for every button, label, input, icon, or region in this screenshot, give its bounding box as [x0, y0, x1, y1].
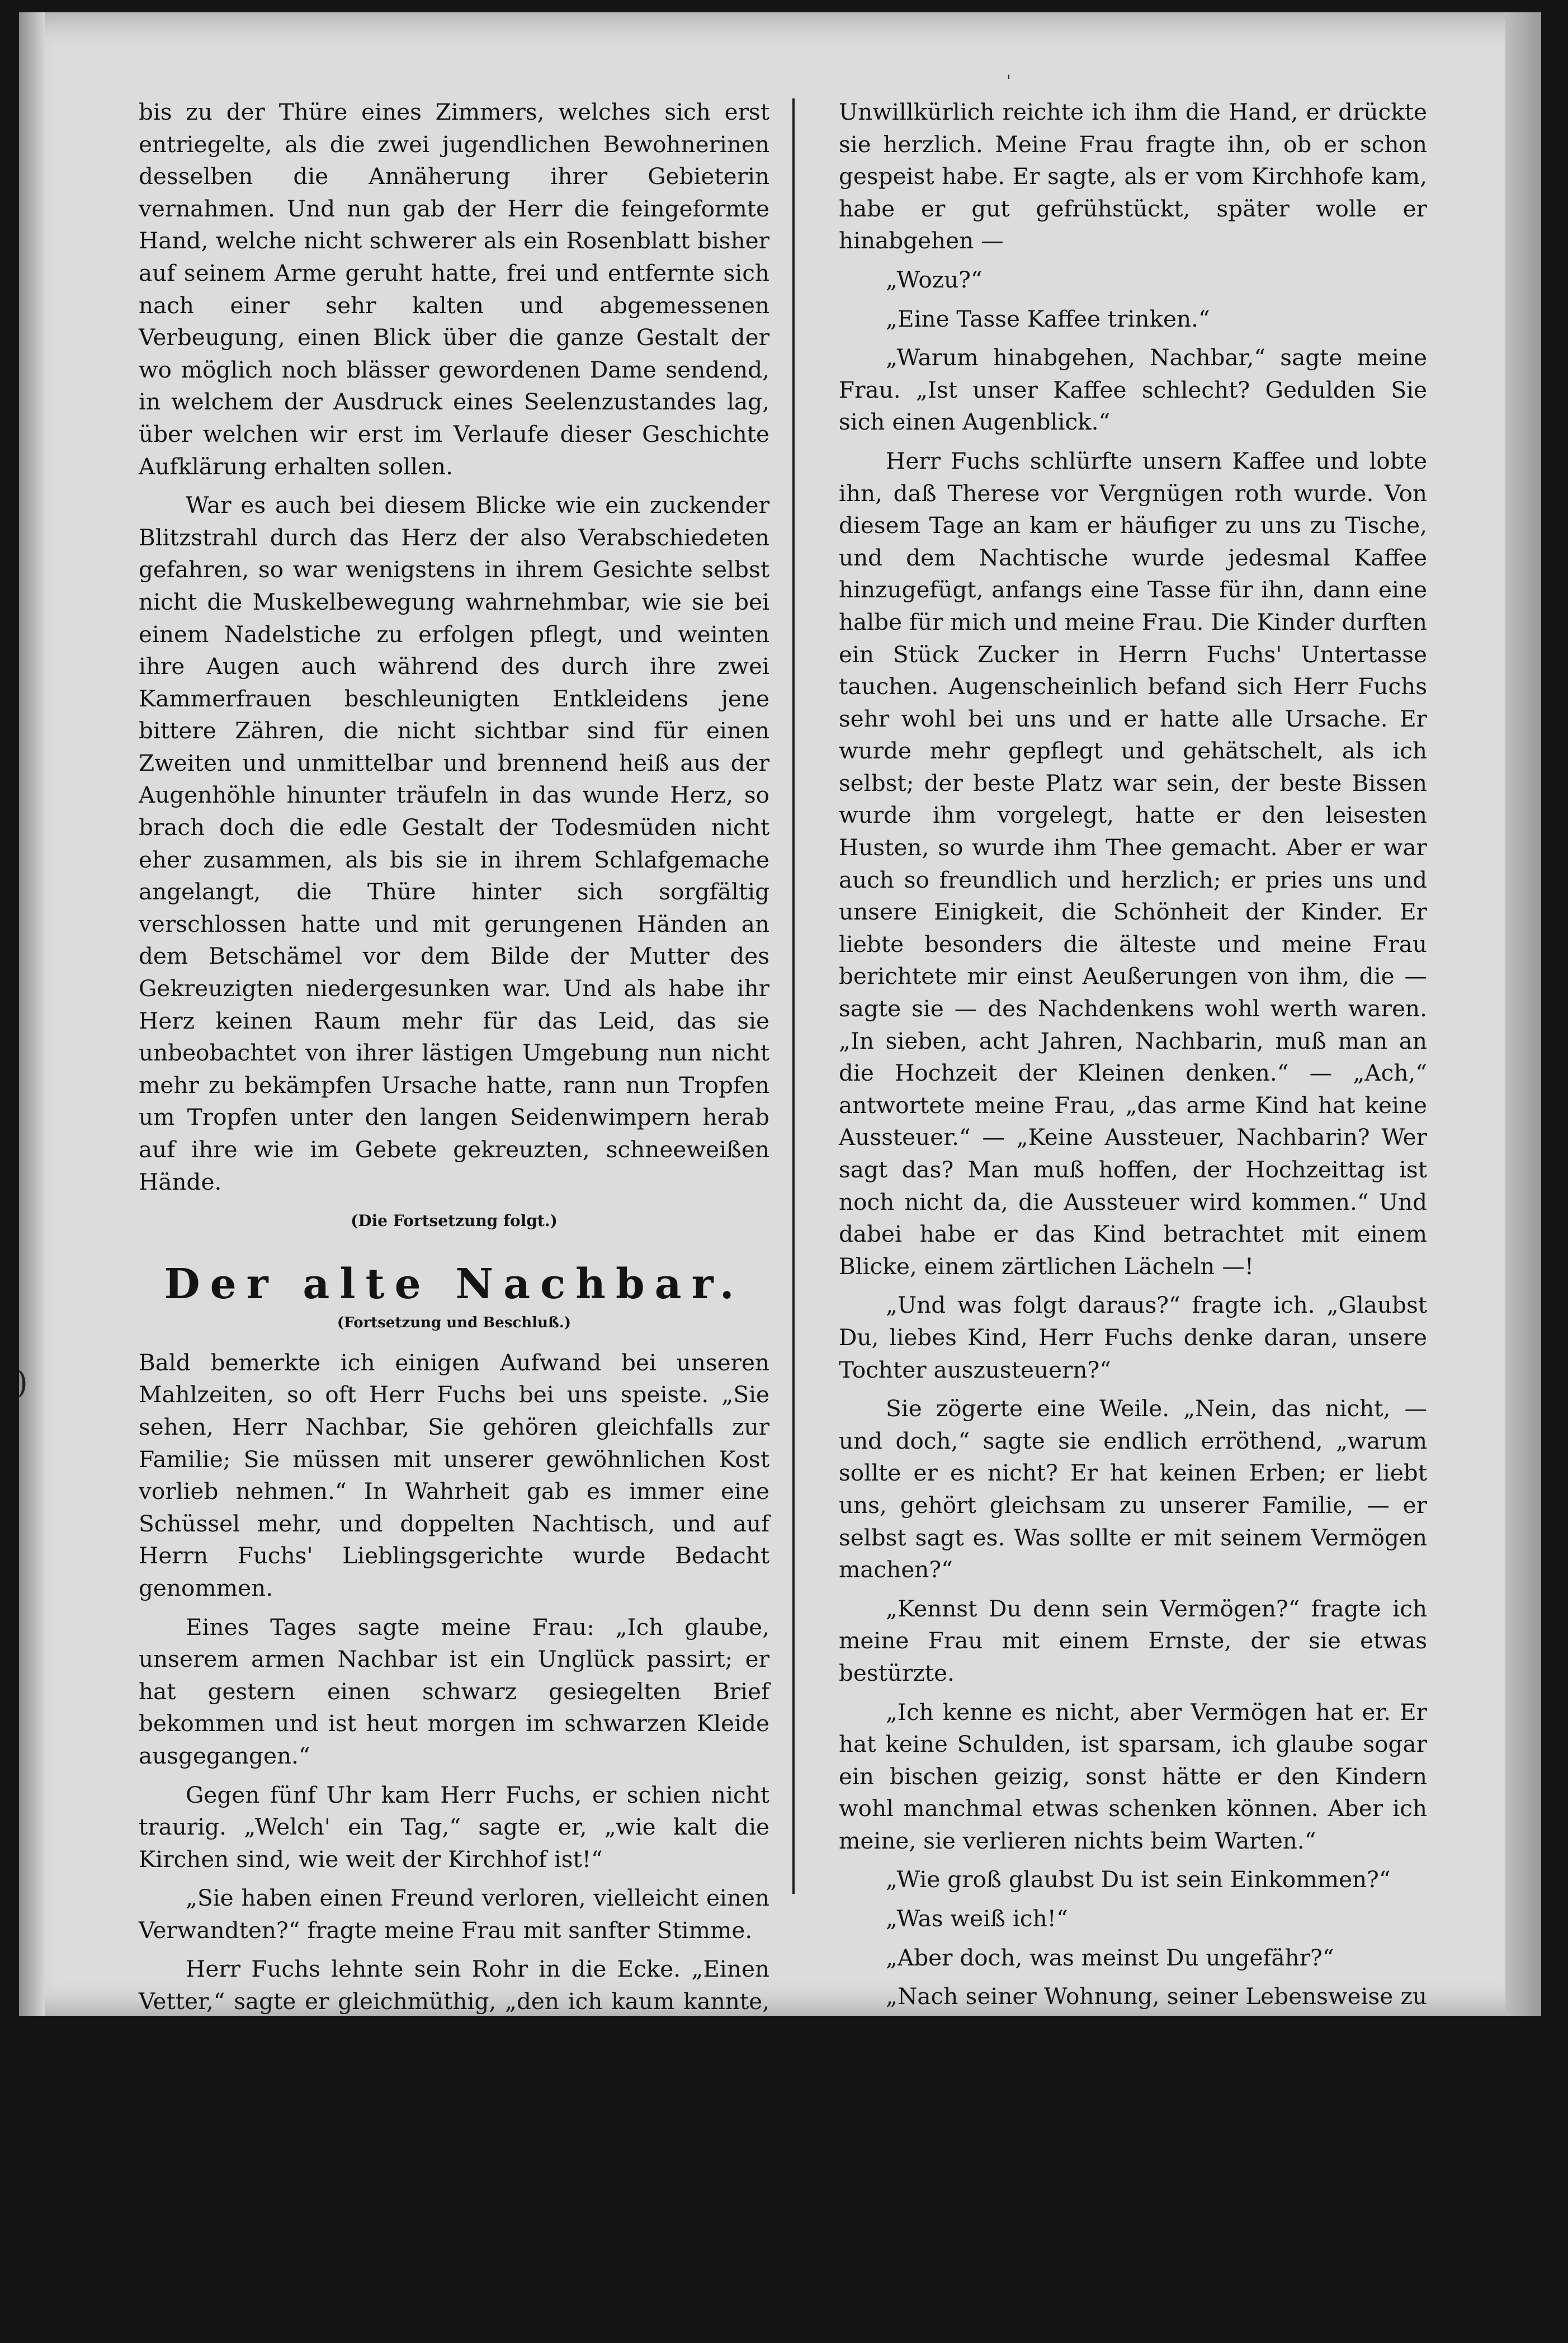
paragraph: „Und was folgt daraus?“ fragte ich. „Glaubst Du, liebes Kind, Herr Fuchs denke daran, unsere Tochter auszusteuern?“	[839, 1291, 1427, 1383]
print-speck: '	[1007, 72, 1011, 90]
article-heading: Der alte Nachbar.	[164, 1260, 744, 1308]
paragraph: „Nach seiner Wohnung, seiner Lebensweise zu schließen, ehe er bei uns aß, mag er wohl tausend Gulden jährlich zu verzehren haben.“	[839, 1983, 1427, 2075]
paragraph: „Wie groß glaubst Du ist sein Einkommen?“	[886, 1866, 1391, 1893]
paragraph: „Eine Tasse Kaffee trinken.“	[886, 305, 1210, 332]
column-divider	[792, 98, 795, 1894]
article-subheading: (Fortsetzung und Beschluß.)	[337, 1314, 572, 1331]
paragraph: „Kennst Du denn sein Vermögen?“ fragte ich meine Frau mit einem Ernste, der sie etwas bestürzte.	[839, 1595, 1427, 1686]
paragraph: Eines Tages sagte meine Frau: „Ich glaube, unserem armen Nachbar ist ein Unglück passirt; er hat gestern einen schwarz gesiegelten Brief bekommen und ist heut morgen im schwarzen Kleide ausgegangen.“	[139, 1613, 769, 1769]
paragraph: „Erzähle doch,“ rief Therese voller Freude.	[886, 2235, 1383, 2262]
page-curl-mark: )	[16, 1365, 28, 1401]
paragraph: „Du hast es genau errathen.“	[886, 2086, 1223, 2114]
paragraph: Unwillkürlich reichte ich ihm die Hand, er drückte sie herzlich. Meine Frau fragte ihn, ob er schon gespeist habe. Er sagte, als er vom Kirchhofe kam, habe er gut gefrühstückt, später wolle er hinabgehen —	[839, 98, 1427, 254]
paragraph: Bald bemerkte ich einigen Aufwand bei unseren Mahlzeiten, so oft Herr Fuchs bei uns speiste. „Sie sehen, Herr Nachbar, Sie gehören gleichfalls zur Familie; Sie müssen mit unserer gewöhnlichen Kost vorlieb nehmen.“ In Wahrheit gab es immer eine Schüssel mehr, und doppelten Nachtisch, und auf Herrn Fuchs' Lieblingsgerichte wurde Bedacht genommen.	[139, 1349, 769, 1601]
paragraph: „Wozu?“	[886, 266, 983, 293]
paragraph: bis zu der Thüre eines Zimmers, welches sich erst entriegelte, als die zwei jugendlichen Bewohnerinen desselben die Annäherung ihrer Gebieterin vernahmen. Und nun gab der Herr die feingeformte Hand, welche nicht schwerer als ein Rosenblatt bisher auf seinem Arme geruht hatte, frei und entfernte sich nach einer sehr kalten und abgemessenen Verbeugung, einen Blick über die ganze Gestalt der wo möglich noch blässer gewordenen Dame sendend, in welchem der Ausdruck eines Seelenzustandes lag, über welchen wir erst im Verlaufe dieser Geschichte Aufklärung erhalten sollen.	[139, 98, 769, 480]
paragraph: „Ich habe heut Vormittag mit meinem Bureauchef von Herrn Fuchs gesprochen.“	[839, 2164, 1427, 2223]
continuation-note: (Die Fortsetzung folgt.)	[351, 1211, 558, 1231]
paragraph: „Wie, Du weißt —?“ fragte meine Frau lebhaft.	[886, 2125, 1424, 2152]
paragraph: War es auch bei diesem Blicke wie ein zuckender Blitzstrahl durch das Herz der also Verabschiedeten gefahren, so war wenigstens in ihrem Gesichte selbst nicht die Muskelbewegung wahrnehmbar, wie sie bei einem Nadelstiche zu erfolgen pflegt, und weinten ihre Augen auch während des durch ihre zwei Kammerfrauen beschleunigten Entkleidens jene bittere Zähren, die nicht sichtbar sind für einen Zweiten und unmittelbar und brennend heiß aus der Augenhöhle hinunter träufeln in das wunde Herz, so brach doch die edle Gestalt der Todesmüden nicht eher zusammen, als bis sie in ihrem Schlafgemache angelangt, die Thüre hinter sich sorgfältig verschlossen hatte und mit gerungenen Händen an dem Betschämel vor dem Bilde der Mutter des Gekreuzigten niedergesunken war. Und als habe ihr Herz keinen Raum mehr für das Leid, das sie unbeobachtet von ihrer lästigen Umgebung nun nicht mehr zu bekämpfen Ursache hatte, rann nun Tropfen um Tropfen unter den langen Seidenwimpern herab auf ihre wie im Gebete gekreuzten, schneeweißen Hände.	[139, 492, 769, 1195]
paragraph: „Ich kenne es nicht, aber Vermögen hat er. Er hat keine Schulden, ist sparsam, ich glaube sogar ein bischen geizig, sonst hätte er den Kindern wohl manchmal etwas schenken können. Aber ich meine, sie verlieren nichts beim Warten.“	[839, 1698, 1427, 1854]
paragraph: „Was weiß ich!“	[886, 1905, 1068, 1932]
page-binding-shadow	[19, 12, 45, 2016]
paragraph: „Ganz einfach. Ich ging zugleich mit dem Chef die Treppe	[839, 2274, 1427, 2333]
left-column	[139, 96, 769, 2186]
paragraph: Herr Fuchs schlürfte unsern Kaffee und lobte ihn, daß Therese vor Vergnügen roth wurde. Von diesem Tage an kam er häufiger zu uns zu Tische, und dem Nachtische wurde jedesmal Kaffee hinzugefügt, anfangs eine Tasse für ihn, dann eine halbe für mich und meine Frau. Die Kinder durften ein Stück Zucker in Herrn Fuchs' Untertasse tauchen. Augenscheinlich befand sich Herr Fuchs sehr wohl bei uns und er hatte alle Ursache. Er wurde mehr gepflegt und gehätschelt, als ich selbst; der beste Platz war sein, der beste Bissen wurde ihm vorgelegt, hatte er den leisesten Husten, so wurde ihm Thee gemacht. Aber er war auch so freundlich und herzlich; er pries uns und unsere Einigkeit, die Schönheit der Kinder. Er liebte besonders die älteste und meine Frau berichtete mir einst Aeußerungen von ihm, die — sagte sie — des Nachdenkens wohl werth waren. „In sieben, acht Jahren, Nachbarin, muß man an die Hochzeit der Kleinen denken.“ — „Ach,“ antwortete meine Frau, „das arme Kind hat keine Aussteuer.“ — „Keine Aussteuer, Nachbarin? Wer sagt das? Man muß hoffen, der Hochzeittag ist noch nicht da, die Aussteuer wird kommen.“ Und dabei habe er das Kind betrachtet mit einem Blicke, einem zärtlichen Lächeln —!	[839, 447, 1427, 1280]
paragraph: Gegen fünf Uhr kam Herr Fuchs, er schien nicht traurig. „Welch' ein Tag,“ sagte er, „wie kalt die Kirchen sind, wie weit der Kirchhof ist!“	[139, 1781, 769, 1873]
paragraph: „Aber doch, was meinst Du ungefähr?“	[886, 1944, 1334, 1971]
paragraph: Sie zögerte eine Weile. „Nein, das nicht, — und doch,“ sagte sie endlich erröthend, „warum sollte er es nicht? Er hat keinen Erben; er liebt uns, gehört gleichsam zu unserer Familie, — er selbst sagt es. Was sollte er mit seinem Vermögen machen?“	[839, 1395, 1427, 1583]
paragraph: „Warum hinabgehen, Nachbar,“ sagte meine Frau. „Ist unser Kaffee schlecht? Gedulden Sie sich einen Augenblick.“	[839, 344, 1427, 436]
page-edge	[1505, 12, 1541, 2016]
right-column	[839, 96, 1427, 2343]
paragraph: Herr Fuchs lehnte sein Rohr in die Ecke. „Einen Vetter,“ sagte er gleichmüthig, „den ich kaum kannte, mein einziger Erbe. Der Undankbare hat mir nichts hinterlassen,“ fügte er lächelnd hinzu. „Dennoch thut es mir leid um den armen Teufel. Er war der einzige Anverwandte, den ich hatte, so wenig wir auch harmonirten. Ich stehe jetzt ganz allein auf der Welt.“	[139, 1955, 769, 2176]
paragraph: „Sie haben einen Freund verloren, vielleicht einen Verwandten?“ fragte meine Frau mit sanfter Stimme.	[139, 1884, 769, 1944]
